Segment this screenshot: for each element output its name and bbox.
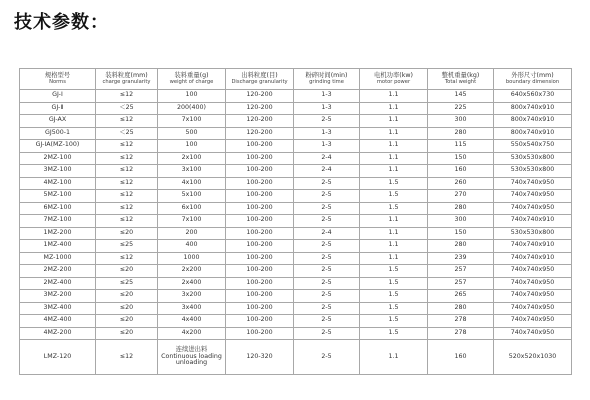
table-cell: ≤12 bbox=[96, 340, 158, 375]
table-cell: 800x740x910 bbox=[494, 115, 572, 128]
column-header-en: boundary dimension bbox=[505, 78, 560, 85]
table-cell: 2-4 bbox=[294, 227, 360, 240]
table-cell: 1.1 bbox=[360, 240, 428, 253]
table-row bbox=[20, 302, 572, 315]
table-cell: 200 bbox=[158, 227, 226, 240]
table-cell: 2x200 bbox=[158, 265, 226, 278]
table-cell: ≤12 bbox=[96, 152, 158, 165]
table-cell: ≤20 bbox=[96, 302, 158, 315]
table-cell: 4MZ-400 bbox=[20, 315, 96, 328]
table-cell: 740x740x910 bbox=[494, 240, 572, 253]
table-cell: 100-200 bbox=[226, 240, 294, 253]
table-cell: 257 bbox=[428, 265, 494, 278]
column-header-zh: 粉碎时间(min) bbox=[305, 71, 348, 79]
table-cell: 100-200 bbox=[226, 315, 294, 328]
table-cell: 3MZ-100 bbox=[20, 165, 96, 178]
table-header-row bbox=[20, 69, 572, 90]
charge-note-line: Continuous loading bbox=[161, 352, 222, 360]
table-cell: 2-5 bbox=[294, 215, 360, 228]
table-cell: ≤20 bbox=[96, 227, 158, 240]
table-cell: ≤12 bbox=[96, 140, 158, 153]
table-row bbox=[20, 165, 572, 178]
table-cell: 100-200 bbox=[226, 152, 294, 165]
table-cell: 100-200 bbox=[226, 252, 294, 265]
table-cell: GJ-IA(MZ-100) bbox=[20, 140, 96, 153]
table-cell: 2-5 bbox=[294, 240, 360, 253]
table-cell: 4x100 bbox=[158, 177, 226, 190]
column-header-zh: 规格型号 bbox=[44, 71, 71, 79]
table-cell: 2-5 bbox=[294, 340, 360, 375]
table-cell: 120-200 bbox=[226, 115, 294, 128]
column-header-en: charge granularity bbox=[102, 78, 151, 85]
page-title: 技术参数： bbox=[14, 12, 109, 33]
table-cell: 740x740x950 bbox=[494, 302, 572, 315]
table-cell: 100-200 bbox=[226, 165, 294, 178]
table-cell: 280 bbox=[428, 302, 494, 315]
table-cell: 100 bbox=[158, 90, 226, 103]
table-cell: 3x200 bbox=[158, 290, 226, 303]
table-cell: 740x740x910 bbox=[494, 252, 572, 265]
table-cell: 1.1 bbox=[360, 252, 428, 265]
column-header-en: weight of charge bbox=[169, 78, 214, 85]
table-cell: ≤12 bbox=[96, 252, 158, 265]
table-row bbox=[20, 227, 572, 240]
table-cell: 1.5 bbox=[360, 302, 428, 315]
table-cell bbox=[158, 340, 226, 375]
table-cell: ≤20 bbox=[96, 315, 158, 328]
table-cell: ≤25 bbox=[96, 240, 158, 253]
table-cell: 278 bbox=[428, 315, 494, 328]
table-cell: 100-200 bbox=[226, 327, 294, 340]
table-cell: 2MZ-100 bbox=[20, 152, 96, 165]
table-cell: 3x100 bbox=[158, 165, 226, 178]
table-cell: 640x560x730 bbox=[494, 90, 572, 103]
table-cell: 2x400 bbox=[158, 277, 226, 290]
table-row bbox=[20, 202, 572, 215]
table-cell: 280 bbox=[428, 127, 494, 140]
table-cell: 1.5 bbox=[360, 190, 428, 203]
table-cell: 4MZ-200 bbox=[20, 327, 96, 340]
table-cell: 120-320 bbox=[226, 340, 294, 375]
table-cell: 270 bbox=[428, 190, 494, 203]
table-cell: 100 bbox=[158, 140, 226, 153]
table-cell: 145 bbox=[428, 90, 494, 103]
table-cell: ≤12 bbox=[96, 115, 158, 128]
table-cell: 225 bbox=[428, 102, 494, 115]
column-header bbox=[494, 69, 572, 90]
table-cell: ≤12 bbox=[96, 190, 158, 203]
column-header-zh: 出料粒度(目) bbox=[241, 71, 278, 79]
table-cell: 100-200 bbox=[226, 190, 294, 203]
table-cell: 300 bbox=[428, 215, 494, 228]
table-cell: 1.5 bbox=[360, 277, 428, 290]
table-cell: 2-5 bbox=[294, 277, 360, 290]
table-cell: 120-200 bbox=[226, 102, 294, 115]
table-cell: 1MZ-400 bbox=[20, 240, 96, 253]
table-row bbox=[20, 177, 572, 190]
table-cell: 100-200 bbox=[226, 140, 294, 153]
table-cell: 2-4 bbox=[294, 152, 360, 165]
table-cell: 4MZ-100 bbox=[20, 177, 96, 190]
table-cell: GJ500-1 bbox=[20, 127, 96, 140]
table-cell: 300 bbox=[428, 115, 494, 128]
table-row bbox=[20, 315, 572, 328]
table-cell: 740x740x910 bbox=[494, 215, 572, 228]
table-row bbox=[20, 215, 572, 228]
table-row bbox=[20, 340, 572, 375]
table-cell: 740x740x950 bbox=[494, 202, 572, 215]
table-row bbox=[20, 102, 572, 115]
table-row bbox=[20, 252, 572, 265]
table-cell: 2-5 bbox=[294, 252, 360, 265]
table-cell: 4x200 bbox=[158, 327, 226, 340]
table-cell: 100-200 bbox=[226, 302, 294, 315]
charge-note-line: 连续进出料 bbox=[175, 346, 208, 354]
column-header-zh: 电机功率(kw) bbox=[374, 71, 413, 79]
table-cell: 1.1 bbox=[360, 127, 428, 140]
table-cell: 530x530x800 bbox=[494, 152, 572, 165]
table-row bbox=[20, 277, 572, 290]
table-cell: 1MZ-200 bbox=[20, 227, 96, 240]
spec-table bbox=[19, 68, 572, 375]
table-cell: 260 bbox=[428, 177, 494, 190]
table-cell: 2-5 bbox=[294, 327, 360, 340]
table-cell: 2MZ-200 bbox=[20, 265, 96, 278]
table-cell: 100-200 bbox=[226, 277, 294, 290]
table-cell: 150 bbox=[428, 227, 494, 240]
table-cell: 239 bbox=[428, 252, 494, 265]
table-cell: 1.1 bbox=[360, 215, 428, 228]
table-cell: 1.1 bbox=[360, 340, 428, 375]
table-cell: 2-5 bbox=[294, 177, 360, 190]
table-cell: 7MZ-100 bbox=[20, 215, 96, 228]
table-cell: 115 bbox=[428, 140, 494, 153]
table-cell: 800x740x910 bbox=[494, 127, 572, 140]
table-cell: 3x400 bbox=[158, 302, 226, 315]
column-header bbox=[294, 69, 360, 90]
table-cell: ＜25 bbox=[96, 127, 158, 140]
column-header-zh: 整机重量(kg) bbox=[441, 71, 480, 79]
table-cell: 1-3 bbox=[294, 90, 360, 103]
table-cell: 2-5 bbox=[294, 190, 360, 203]
table-cell: 530x530x800 bbox=[494, 227, 572, 240]
table-cell: ＜25 bbox=[96, 102, 158, 115]
table-row bbox=[20, 265, 572, 278]
table-cell: 280 bbox=[428, 240, 494, 253]
table-cell: 5x100 bbox=[158, 190, 226, 203]
table-cell: 740x740x950 bbox=[494, 190, 572, 203]
table-cell: 1.5 bbox=[360, 265, 428, 278]
table-cell: 1.1 bbox=[360, 102, 428, 115]
table-cell: 257 bbox=[428, 277, 494, 290]
table-cell: 120-200 bbox=[226, 90, 294, 103]
table-cell: 2-4 bbox=[294, 165, 360, 178]
table-cell: 100-200 bbox=[226, 177, 294, 190]
column-header bbox=[360, 69, 428, 90]
table-cell: 2-5 bbox=[294, 202, 360, 215]
table-cell: 2-5 bbox=[294, 302, 360, 315]
table-cell: ≤20 bbox=[96, 327, 158, 340]
table-cell: ≤25 bbox=[96, 277, 158, 290]
table-cell: 7x100 bbox=[158, 215, 226, 228]
table-cell: 740x740x950 bbox=[494, 265, 572, 278]
table-cell: 740x740x950 bbox=[494, 277, 572, 290]
table-cell: 740x740x950 bbox=[494, 290, 572, 303]
table-cell: 2-5 bbox=[294, 290, 360, 303]
column-header-zh: 外形尺寸(mm) bbox=[511, 71, 554, 79]
table-cell: 1.1 bbox=[360, 140, 428, 153]
table-cell: 2MZ-400 bbox=[20, 277, 96, 290]
table-row bbox=[20, 127, 572, 140]
table-cell: 1.5 bbox=[360, 315, 428, 328]
table-cell: 3MZ-200 bbox=[20, 290, 96, 303]
table-cell: 2-5 bbox=[294, 265, 360, 278]
table-cell: ≤12 bbox=[96, 177, 158, 190]
table-row bbox=[20, 327, 572, 340]
table-cell: 400 bbox=[158, 240, 226, 253]
table-row bbox=[20, 140, 572, 153]
table-cell: 2-5 bbox=[294, 115, 360, 128]
table-cell: 1-3 bbox=[294, 102, 360, 115]
table-cell: GJ-Ⅰ bbox=[20, 90, 96, 103]
table-cell: 1.1 bbox=[360, 227, 428, 240]
table-cell: 500 bbox=[158, 127, 226, 140]
column-header-zh: 装料粒度(mm) bbox=[105, 71, 148, 79]
table-body bbox=[20, 90, 572, 375]
table-cell: 280 bbox=[428, 202, 494, 215]
table-cell: 550x540x750 bbox=[494, 140, 572, 153]
table-cell: ≤12 bbox=[96, 90, 158, 103]
table-cell: ≤20 bbox=[96, 290, 158, 303]
column-header-en: Total weight bbox=[444, 78, 477, 85]
table-cell: 1.5 bbox=[360, 327, 428, 340]
column-header-zh: 装料重量(g) bbox=[174, 71, 209, 79]
table-cell: 100-200 bbox=[226, 202, 294, 215]
table-cell: ≤12 bbox=[96, 202, 158, 215]
table-row bbox=[20, 115, 572, 128]
table-cell: 7x100 bbox=[158, 115, 226, 128]
column-header bbox=[96, 69, 158, 90]
table-cell: 740x740x950 bbox=[494, 177, 572, 190]
table-cell: MZ-1000 bbox=[20, 252, 96, 265]
table-cell: 6MZ-100 bbox=[20, 202, 96, 215]
table-cell: 1.1 bbox=[360, 165, 428, 178]
table-cell: 3MZ-400 bbox=[20, 302, 96, 315]
table-cell: 120-200 bbox=[226, 127, 294, 140]
table-cell: 100-200 bbox=[226, 290, 294, 303]
table-cell: 2-5 bbox=[294, 315, 360, 328]
column-header-en: motor power bbox=[376, 78, 411, 85]
table-cell: 1-3 bbox=[294, 127, 360, 140]
table-row bbox=[20, 152, 572, 165]
table-cell: 740x740x950 bbox=[494, 315, 572, 328]
column-header bbox=[20, 69, 96, 90]
table-cell: LMZ-120 bbox=[20, 340, 96, 375]
table-cell: 160 bbox=[428, 165, 494, 178]
table-row bbox=[20, 240, 572, 253]
table-cell: 1.5 bbox=[360, 202, 428, 215]
table-row bbox=[20, 190, 572, 203]
table-cell: 1.1 bbox=[360, 115, 428, 128]
table-cell: 1.5 bbox=[360, 290, 428, 303]
table-cell: 6x100 bbox=[158, 202, 226, 215]
column-header-en: Discharge granularity bbox=[231, 78, 288, 85]
table-cell: 1-3 bbox=[294, 140, 360, 153]
table-cell: 200(400) bbox=[158, 102, 226, 115]
column-header bbox=[226, 69, 294, 90]
table-cell: 100-200 bbox=[226, 227, 294, 240]
table-cell: 265 bbox=[428, 290, 494, 303]
table-cell: ≤20 bbox=[96, 265, 158, 278]
table-cell: 1000 bbox=[158, 252, 226, 265]
table-cell: 160 bbox=[428, 340, 494, 375]
table-cell: 100-200 bbox=[226, 265, 294, 278]
table-cell: GJ-AX bbox=[20, 115, 96, 128]
table-cell: 5MZ-100 bbox=[20, 190, 96, 203]
charge-note-line: unloading bbox=[175, 359, 208, 367]
table-cell: ≤12 bbox=[96, 215, 158, 228]
table-cell: 740x740x950 bbox=[494, 327, 572, 340]
column-header-en: Norms bbox=[49, 78, 66, 85]
table-cell: 4x400 bbox=[158, 315, 226, 328]
table-cell: ≤12 bbox=[96, 165, 158, 178]
table-cell: 150 bbox=[428, 152, 494, 165]
column-header-en: grinding time bbox=[309, 78, 344, 85]
column-header bbox=[428, 69, 494, 90]
table-cell: 278 bbox=[428, 327, 494, 340]
table-cell: 1.5 bbox=[360, 177, 428, 190]
column-header bbox=[158, 69, 226, 90]
table-cell: 1.1 bbox=[360, 90, 428, 103]
table-row bbox=[20, 90, 572, 103]
table-cell: 800x740x910 bbox=[494, 102, 572, 115]
table-cell: 100-200 bbox=[226, 215, 294, 228]
table-cell: 1.1 bbox=[360, 152, 428, 165]
table-cell: 520x520x1030 bbox=[494, 340, 572, 375]
table-cell: 530x530x800 bbox=[494, 165, 572, 178]
table-cell: GJ-Ⅱ bbox=[20, 102, 96, 115]
table-row bbox=[20, 290, 572, 303]
table-cell: 2x100 bbox=[158, 152, 226, 165]
